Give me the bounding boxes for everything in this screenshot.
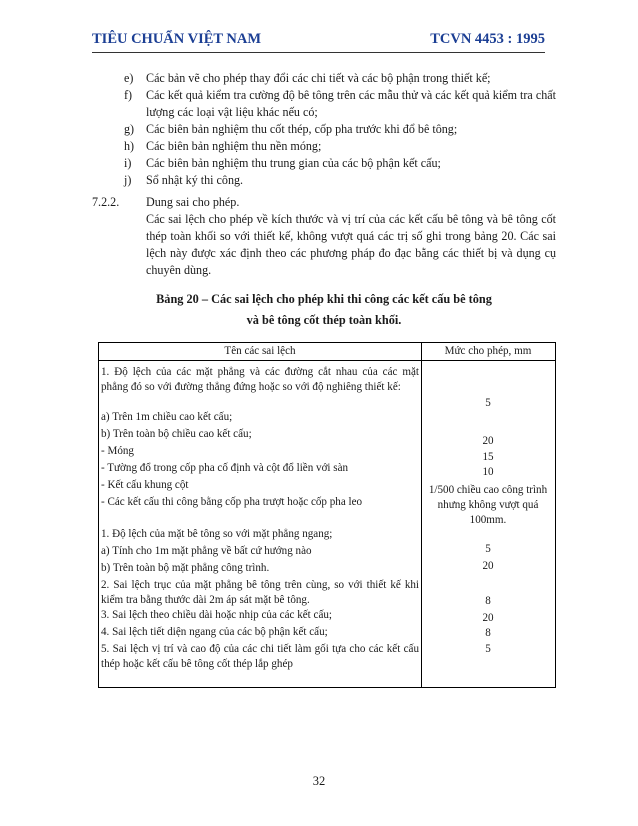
list-item-label: j) [124, 173, 132, 187]
table-value: 8 [485, 627, 491, 639]
table-value: 5 [485, 397, 491, 409]
section-number: 7.2.2. [92, 195, 120, 209]
table-value: 1/500 chiều cao công trình nhưng không vượt quá 100mm. [428, 484, 548, 526]
list-item-label: e) [124, 71, 134, 85]
list-item [124, 87, 556, 121]
list-item [124, 70, 556, 87]
table-row: 1. Độ lệch của mặt bê tông so với mặt phẳng ngang; [101, 528, 333, 540]
section-title: Dung sai cho phép. [146, 195, 240, 209]
list-item-text: Các bản vẽ cho phép thay đổi các chi tiết và các bộ phận trong thiết kế; [146, 71, 491, 85]
list-item-label: h) [124, 139, 135, 153]
caption-line-1: Bảng 20 – Các sai lệch cho phép khi thi công các kết cấu bê tông [156, 292, 492, 306]
table-row: 4. Sai lệch tiết diện ngang của các bộ phận kết cấu; [101, 626, 328, 638]
table-row: - Các kết cấu thi công bằng cốp pha trượt hoặc cốp pha leo [101, 496, 363, 508]
table-row: b) Trên toàn bộ chiều cao kết cấu; [101, 428, 252, 440]
table-header-value: Mức cho phép, mm [444, 345, 532, 357]
table-value: 5 [485, 643, 491, 655]
table-header-name: Tên các sai lệch [224, 345, 296, 357]
list-item-label: i) [124, 156, 132, 170]
table-row: 1. Độ lệch của các mặt phẳng và các đường cắt nhau của các mặt phẳng đó so với đường thẳng đứng hoặc so với độ nghiêng thiết kế: [101, 366, 419, 393]
table-value: 10 [482, 466, 494, 478]
list-item-text: Các biên bản nghiệm thu nền móng; [146, 139, 322, 153]
table-row: 5. Sai lệch vị trí và cao độ của các chi tiết làm gối tựa cho các kết cấu thép hoặc kết cấu bê tông cốt thép lắp ghép [101, 643, 419, 670]
section-paragraph: Các sai lệch cho phép về kích thước và vị trí của các kết cấu bê tông và bê tông cốt thép toàn khối so với thiết kế, không vượt quá các trị số ghi trong bảng 20. Các sai lệch này được xác định theo các phương pháp đo đạc bằng các thiết bị và dụng cụ chuyên dùng. [146, 212, 556, 277]
table-value: 8 [485, 595, 491, 607]
table-row: - Tường đổ trong cốp pha cố định và cột đổ liền với sàn [101, 462, 349, 474]
list-item-label: g) [124, 122, 135, 136]
list-item-text: Sổ nhật ký thi công. [146, 173, 244, 187]
list-item [124, 172, 556, 189]
table-row: - Kết cấu khung cột [101, 479, 189, 491]
table-row: - Móng [101, 445, 134, 457]
list-item-text: Các kết quả kiểm tra cường độ bê tông trên các mẫu thử và các kết quả kiểm tra chất lượng các loại vật liệu khác nếu có; [146, 88, 556, 119]
tolerance-table [98, 342, 556, 688]
table-value: 20 [482, 435, 494, 447]
table-value: 15 [482, 451, 494, 463]
list-item-text: Các biên bản nghiệm thu cốt thép, cốp pha trước khi đổ bê tông; [146, 122, 458, 136]
table-row: 3. Sai lệch theo chiều dài hoặc nhịp của các kết cấu; [101, 609, 333, 621]
table-value: 20 [482, 612, 494, 624]
list-item [124, 121, 556, 138]
table-row: 2. Sai lệch trục của mặt phẳng bê tông trên cùng, so với thiết kế khi kiểm tra bằng thước dài 2m áp sát mặt bê tông. [101, 579, 419, 606]
table-value: 20 [482, 560, 494, 572]
caption-line-2: và bê tông cốt thép toàn khối. [246, 313, 402, 327]
list-item [124, 138, 556, 155]
table-row: a) Trên 1m chiều cao kết cấu; [101, 411, 233, 423]
header-standard-name: TIÊU CHUẨN VIỆT NAM [92, 31, 262, 47]
list-item [124, 155, 556, 172]
record-list [124, 70, 556, 189]
list-item-text: Các biên bản nghiệm thu trung gian của các bộ phận kết cấu; [146, 156, 441, 170]
table-row: a) Tính cho 1m mặt phẳng về bất cứ hướng nào [101, 545, 312, 557]
table-value: 5 [485, 543, 491, 555]
list-item-label: f) [124, 88, 133, 102]
table-caption [92, 289, 556, 331]
table-row: b) Trên toàn bộ mặt phẳng công trình. [101, 562, 270, 574]
header-divider [92, 52, 545, 53]
page-number: 32 [312, 774, 326, 788]
header-standard-code: TCVN 4453 : 1995 [430, 31, 545, 47]
